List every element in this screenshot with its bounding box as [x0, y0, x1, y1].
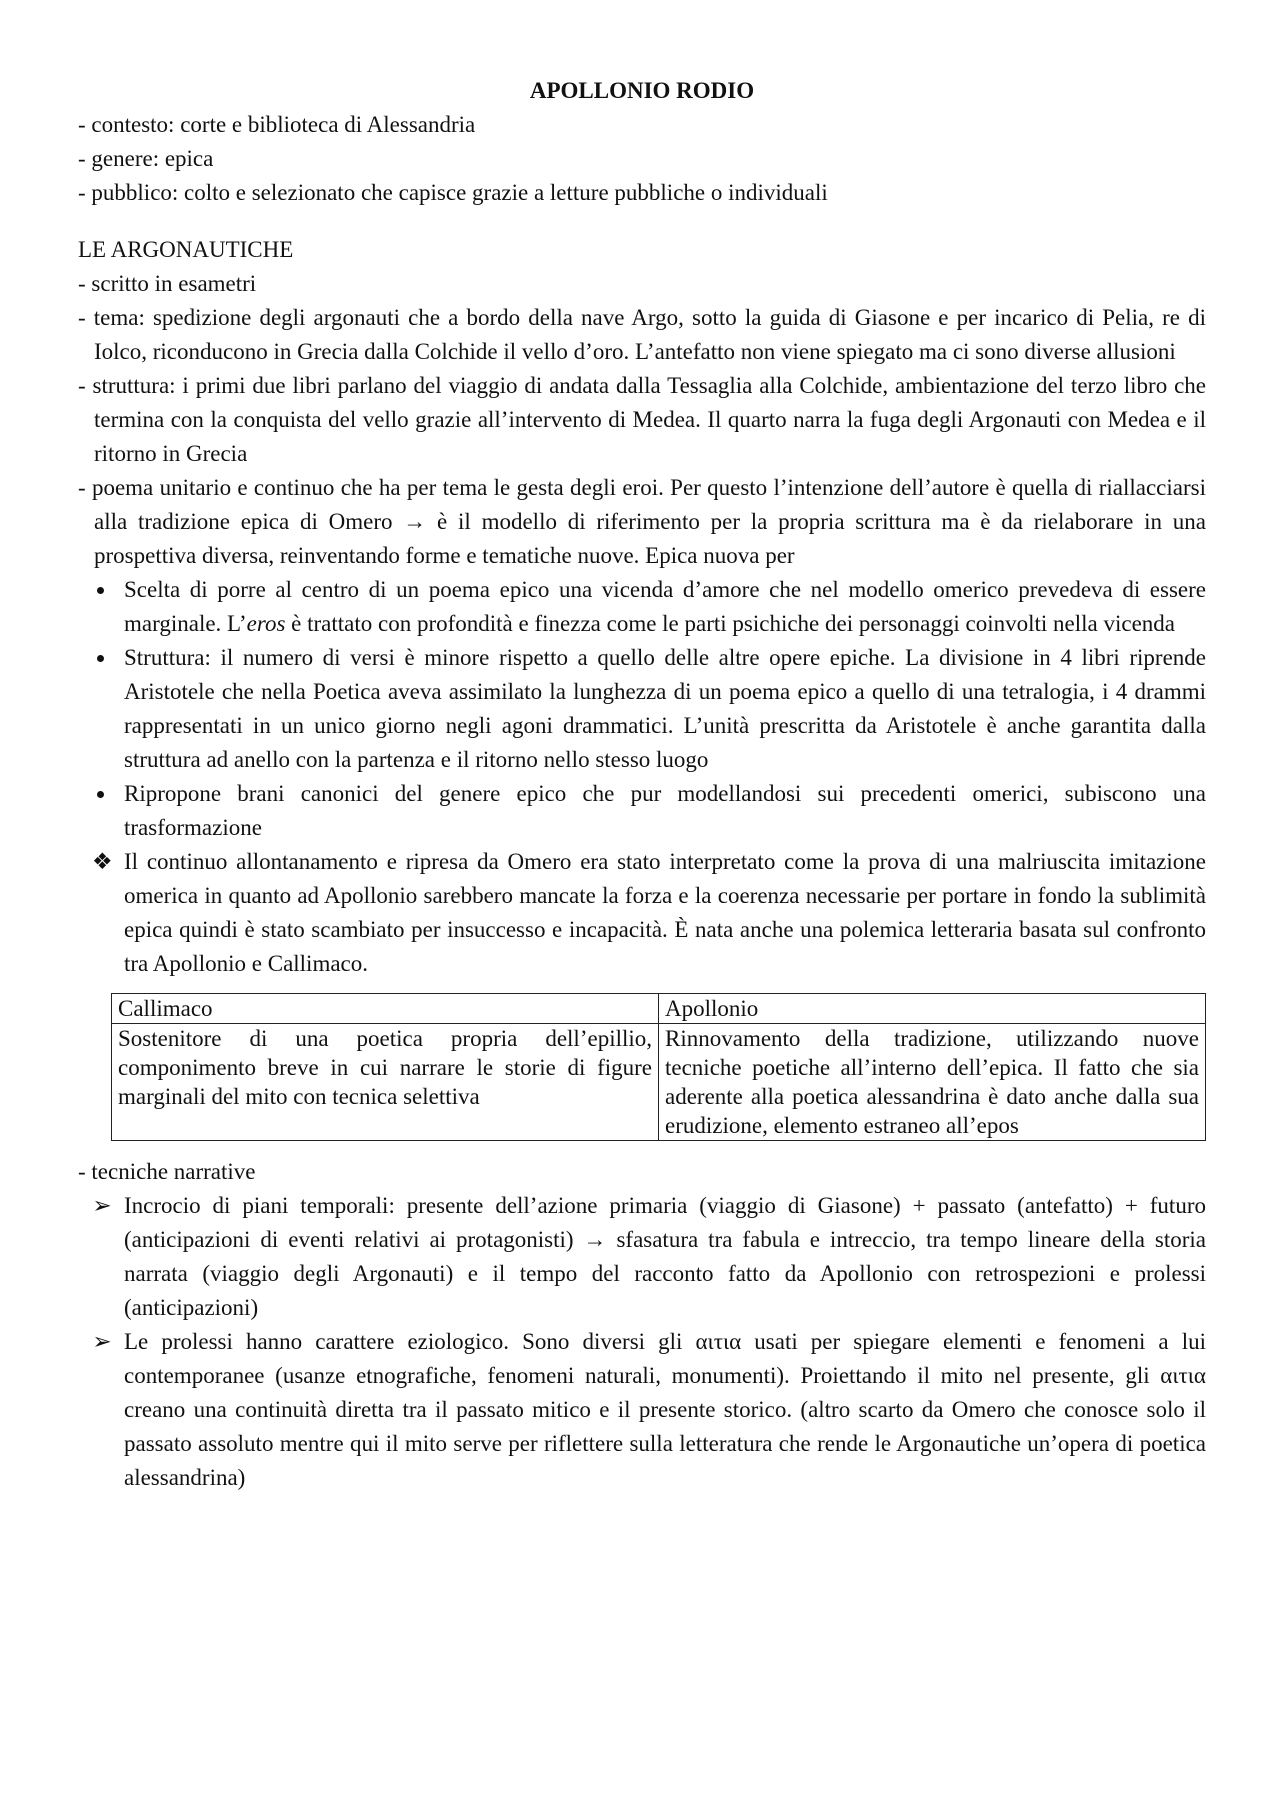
point: - struttura: i primi due libri parlano del viaggio di andata dalla Tessaglia alla Colchide, ambientazione del terzo libro che termina con la conquista del vello grazie all’intervento di Medea. Il quarto narra la fuga degli Argonauti con Medea e il ritorno in Grecia [78, 373, 1206, 466]
bullet-text: Scelta di porre al centro di un poema epico una vicenda d’amore che nel modello omerico prevedeva di essere marginale. L’eros è trattato con profondità e finezza come le parti psichiche dei personaggi coinvolti nella vicenda [124, 577, 1206, 636]
intro-line: - pubblico: colto e selezionato che capisce grazie a letture pubbliche o individuali [78, 180, 828, 205]
star-text: Il continuo allontanamento e ripresa da Omero era stato interpretato come la prova di una malriuscita imitazione omerica in quanto ad Apollonio sarebbero mancate la forza e la coerenza necessarie per portare in fondo la sublimità epica quindi è stato scambiato per insuccesso e incapacità. È nata anche una polemica letteraria basata sul confronto tra Apollonio e Callimaco. [124, 849, 1206, 976]
document-page [78, 74, 1206, 1495]
comparison-table [111, 993, 1206, 1141]
bullet-item [78, 777, 1206, 845]
table-cell-apollonio: Rinnovamento della tradizione, utilizzando nuove tecniche poetiche all’interno dell’epica. Il fatto che sia aderente alla poetica alessandrina è dato anche dalla sua erudizione, elemento estraneo all’epos [659, 1024, 1206, 1141]
techniques-title: - tecniche narrative [78, 1159, 256, 1184]
table-header-row [112, 994, 1206, 1024]
arrow-item [78, 1189, 1206, 1325]
bullet-text: Ripropone brani canonici del genere epico che pur modellandosi sui precedenti omerici, subiscono una trasformazione [124, 781, 1206, 840]
table-header-callimaco: Callimaco [112, 994, 659, 1024]
arrow-bullet-icon: ➢ [92, 1193, 112, 1218]
point: - poema unitario e continuo che ha per tema le gesta degli eroi. Per questo l’intenzione dell’autore è quella di riallacciarsi alla tradizione epica di Omero → è il modello di riferimento per la propria scrittura ma è da rielaborare in una prospettiva diversa, reinventando forme e tematiche nuove. Epica nuova per [78, 475, 1206, 568]
section-title: LE ARGONAUTICHE [78, 237, 294, 262]
table-cell-callimaco: Sostenitore di una poetica propria dell’epillio, componimento breve in cui narrare le storie di figure marginali del mito con tecnica selettiva [112, 1024, 659, 1141]
document-title: APOLLONIO RODIO [529, 78, 755, 103]
intro-line: - contesto: corte e biblioteca di Alessandria [78, 112, 476, 137]
bullet-item [78, 573, 1206, 641]
diamond-star-icon: ❖ [92, 849, 113, 874]
point: - scritto in esametri [78, 271, 257, 296]
arrow-item [78, 1325, 1206, 1495]
bullet-text: Struttura: il numero di versi è minore rispetto a quello delle altre opere epiche. La divisione in 4 libri riprende Aristotele che nella Poetica aveva assimilato la lunghezza di un poema epico a quello di una tetralogia, i 4 drammi rappresentati in un unico giorno negli agoni drammatici. L’unità prescritta da Aristotele è anche garantita dalla struttura ad anello con la partenza e il ritorno nello stesso luogo [124, 645, 1206, 772]
arrow-text: Incrocio di piani temporali: presente dell’azione primaria (viaggio di Giasone) + passato (antefatto) + futuro (anticipazioni di eventi relativi ai protagonisti) → sfasatura tra fabula e intreccio, tra tempo lineare della storia narrata (viaggio degli Argonauti) e il tempo del racconto fatto da Apollonio con retrospezioni e prolessi (anticipazioni) [124, 1193, 1206, 1320]
table-header-apollonio: Apollonio [659, 994, 1206, 1024]
star-item [78, 845, 1206, 981]
bullet-item [78, 641, 1206, 777]
table-row [112, 1024, 1206, 1141]
point: - tema: spedizione degli argonauti che a bordo della nave Argo, sotto la guida di Giasone e per incarico di Pelia, re di Iolco, riconducono in Grecia dalla Colchide il vello d’oro. L’antefatto non viene spiegato ma ci sono diverse allusioni [78, 305, 1206, 364]
arrow-text: Le prolessi hanno carattere eziologico. Sono diversi gli αιτια usati per spiegare elementi e fenomeni a lui contemporanee (usanze etnografiche, fenomeni naturali, monumenti). Proiettando il mito nel presente, gli αιτια creano una continuità diretta tra il passato mitico e il presente storico. (altro scarto da Omero che conosce solo il passato assoluto mentre qui il mito serve per riflettere sulla letteratura che rende le Argonautiche un’opera di poetica alessandrina) [124, 1329, 1206, 1490]
arrow-bullet-icon: ➢ [92, 1329, 112, 1354]
intro-line: - genere: epica [78, 146, 214, 171]
